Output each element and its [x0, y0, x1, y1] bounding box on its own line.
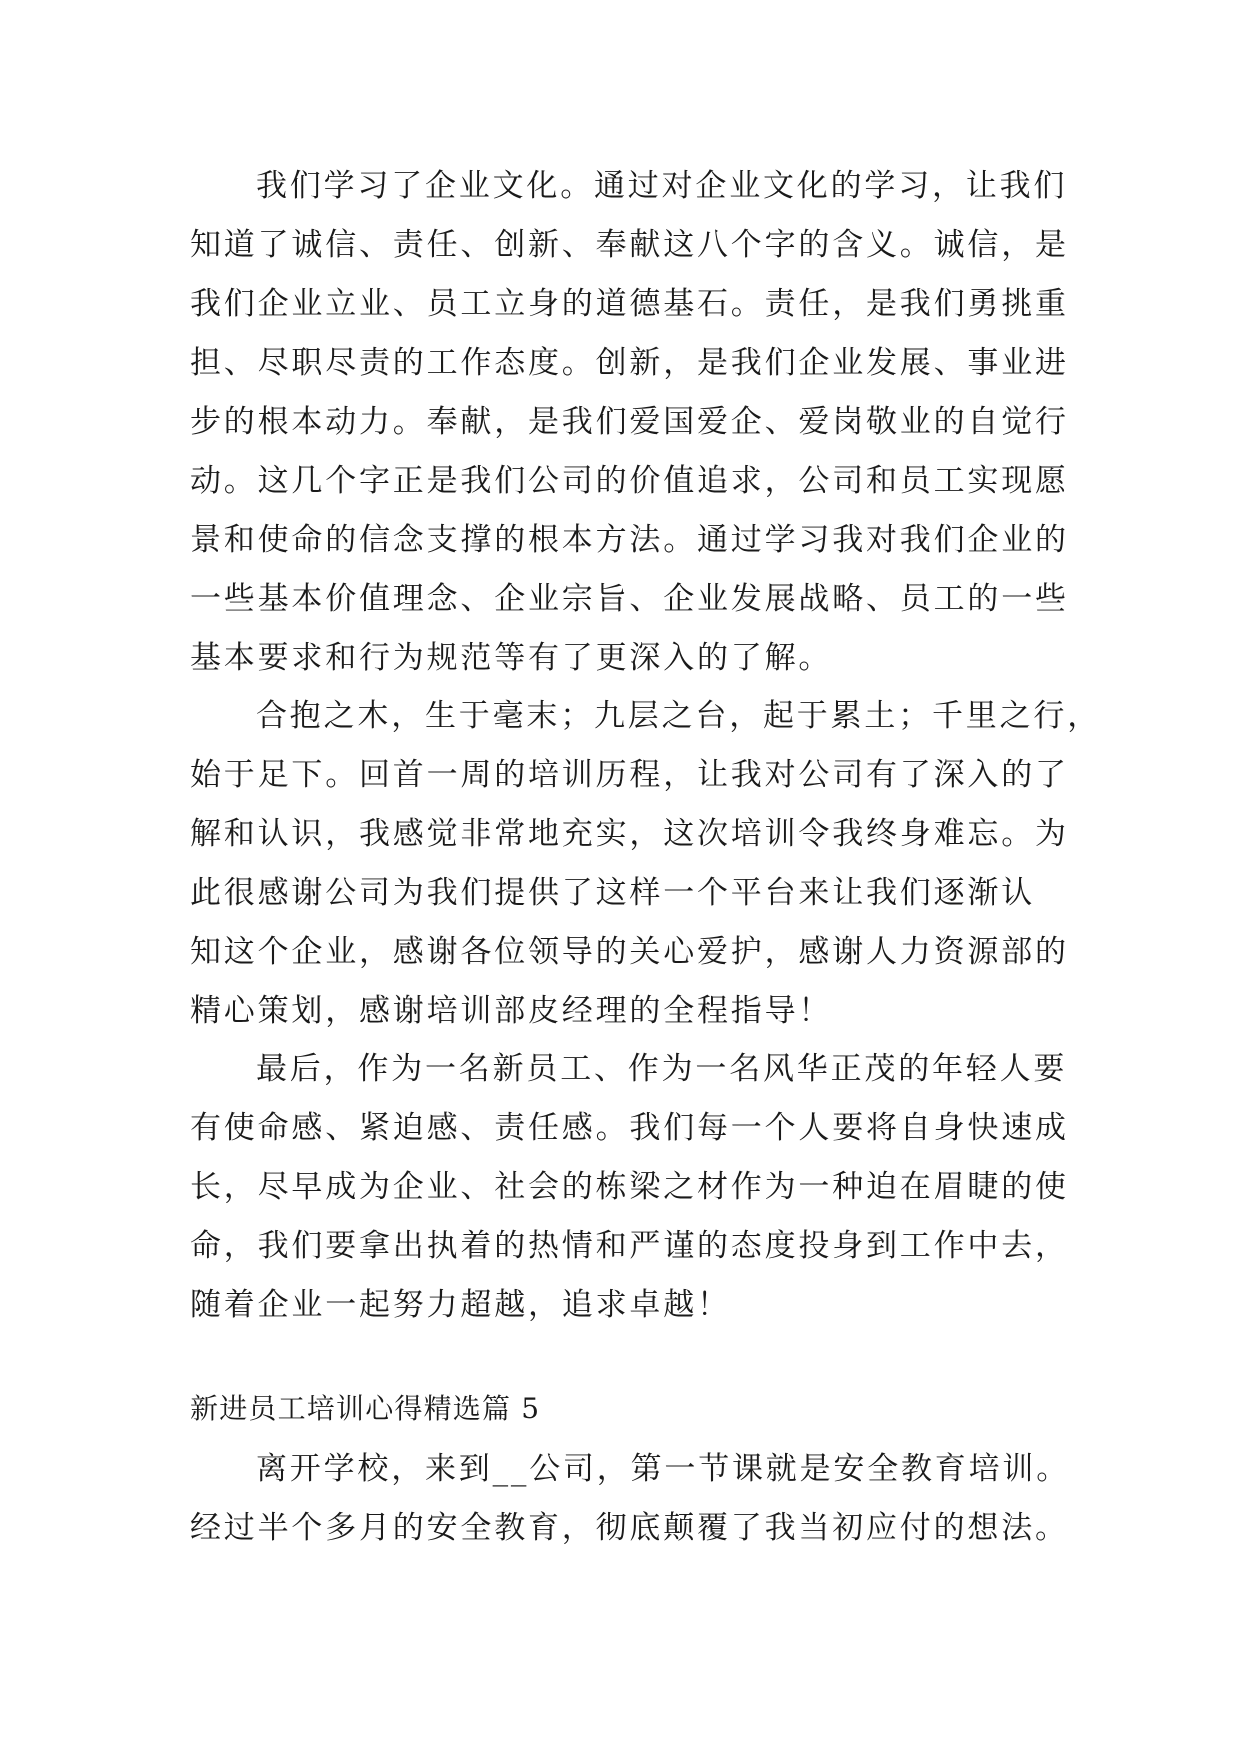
paragraph-conclusion: [190, 1040, 1070, 1335]
paragraph-line: 随着企业一起努力超越，追求卓越！: [190, 1287, 731, 1323]
paragraph-line: 景和使命的信念支撑的根本方法。通过学习我对我们企业的: [190, 522, 1069, 558]
paragraph-line: 精心策划，感谢培训部皮经理的全程指导！: [190, 993, 833, 1029]
paragraph-line: 始于足下。回首一周的培训历程，让我对公司有了深入的了: [190, 757, 1069, 793]
paragraph-line: 动。这几个字正是我们公司的价值追求，公司和员工实现愿: [190, 463, 1069, 499]
paragraph-line: 命，我们要拿出执着的热情和严谨的态度投身到工作中去，: [190, 1228, 1069, 1264]
paragraph-line: 经过半个多月的安全教育，彻底颠覆了我当初应付的想法。: [190, 1510, 1069, 1546]
paragraph-line: 此很感谢公司为我们提供了这样一个平台来让我们逐渐认: [190, 875, 1035, 911]
paragraph-line: 担、尽职尽责的工作态度。创新，是我们企业发展、事业进: [190, 345, 1069, 381]
paragraph-line: 我们企业立业、员工立身的道德基石。责任，是我们勇挑重: [190, 286, 1069, 322]
paragraph-line: 知这个企业，感谢各位领导的关心爱护，感谢人力资源部的: [190, 934, 1069, 970]
paragraph-line: 离开学校，来到__公司，第一节课就是安全教育培训。: [256, 1451, 1070, 1487]
paragraph-line: 知道了诚信、责任、创新、奉献这八个字的含义。诚信，是: [190, 227, 1069, 263]
paragraph-line: 我们学习了企业文化。通过对企业文化的学习，让我们: [256, 168, 1068, 204]
paragraph-corporate-culture: [190, 157, 1070, 688]
paragraph-line: 长，尽早成为企业、社会的栋梁之材作为一种迫在眉睫的使: [190, 1169, 1069, 1205]
paragraph-line: 基本要求和行为规范等有了更深入的了解。: [190, 640, 833, 676]
paragraph-line: 合抱之木，生于毫末；九层之台，起于累土；千里之行，: [256, 698, 1101, 734]
paragraph-line: 步的根本动力。奉献，是我们爱国爱企、爱岗敬业的自觉行: [190, 404, 1069, 440]
paragraph-line: 解和认识，我感觉非常地充实，这次培训令我终身难忘。为: [190, 816, 1069, 852]
paragraph-line: 有使命感、紧迫感、责任感。我们每一个人要将自身快速成: [190, 1110, 1069, 1146]
paragraph-training-reflection: [190, 687, 1101, 1041]
paragraph-line: 最后，作为一名新员工、作为一名风华正茂的年轻人要: [256, 1051, 1068, 1087]
paragraph-safety-training: [190, 1440, 1070, 1558]
paragraph-line: 一些基本价值理念、企业宗旨、企业发展战略、员工的一些: [190, 581, 1069, 617]
section-heading: 新进员工培训心得精选篇 5: [190, 1392, 541, 1425]
